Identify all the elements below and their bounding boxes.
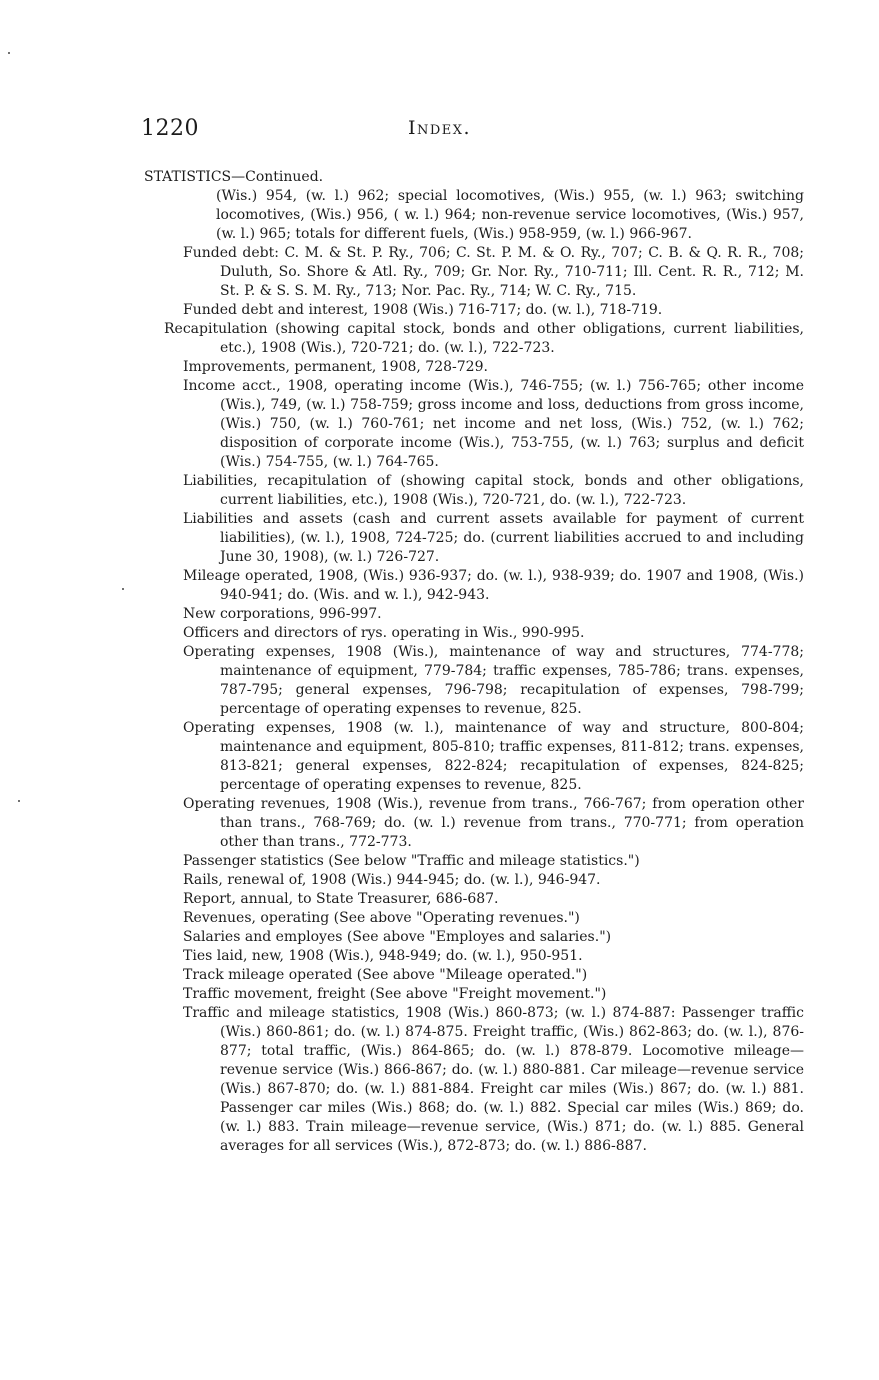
index-entry-passenger-statistics: Passenger statistics (See below "Traffic and mileage statistics.")	[183, 853, 640, 869]
index-continuation: (Wis.) 954, (w. l.) 962; special locomotives, (Wis.) 955, (w. l.) 963; switching locomotives, (Wis.) 956, ( w. l.) 964; non-revenue service locomotives, (Wis.) 957, (w. l.) 965; totals for different fuels, (Wis.) 958-959, (w. l.) 966-967.	[216, 188, 804, 242]
index-entry-revenues-operating: Revenues, operating (See above "Operating revenues.")	[183, 910, 580, 926]
index-entry-ties-laid: Ties laid, new, 1908 (Wis.), 948-949; do. (w. l.), 950-951.	[183, 948, 583, 964]
index-entry-income-acct: Income acct., 1908, operating income (Wis.), 746-755; (w. l.) 756-765; other income (Wis.), 749, (w. l.) 758-759; gross income and loss, deductions from gross income, (Wis.) 750, (w. l.) 760-761; net income and net loss, (Wis.) 752, (w. l.) 762; disposition of corporate income (Wis.), 753-755, (w. l.) 763; surplus and deficit (Wis.) 754-755, (w. l.) 764-765.	[183, 378, 804, 470]
scan-speck	[18, 800, 20, 802]
index-subentry-recapitulation: Recapitulation (showing capital stock, bonds and other obligations, current liabilities, etc.), 1908 (Wis.), 720-721; do. (w. l.), 722-723.	[164, 321, 804, 356]
index-entry-traffic-mileage-statistics: Traffic and mileage statistics, 1908 (Wis.) 860-873; (w. l.) 874-887: Passenger traffic (Wis.) 860-861; do. (w. l.) 874-875. Freight traffic, (Wis.) 862-863; do. (w. l.), 876-877; total traffic, (Wis.) 864-865; do. (w. l.) 878-879. Locomotive mileage—revenue service (Wis.) 866-867; do. (w. l.) 880-881. Car mileage—revenue service (Wis.) 867-870; do. (w. l.) 881-884. Freight car miles (Wis.) 867; do. (w. l.) 881. Passenger car miles (Wis.) 868; do. (w. l.) 882. Special car miles (Wis.) 869; do. (w. l.) 883. Train mileage—revenue service, (Wis.) 871; do. (w. l.) 885. General averages for all services (Wis.), 872-873; do. (w. l.) 886-887.	[183, 1005, 804, 1154]
index-heading: STATISTICS—Continued.	[144, 169, 324, 185]
scan-speck	[8, 52, 10, 54]
index-entry-salaries-employes: Salaries and employes (See above "Employes and salaries.")	[183, 929, 612, 945]
index-entry-operating-revenues: Operating revenues, 1908 (Wis.), revenue from trans., 766-767; from operation other than trans., 768-769; do. (w. l.) revenue from trans., 770-771; from operation other than trans., 772-773.	[183, 796, 804, 850]
index-entry-operating-expenses-wis: Operating expenses, 1908 (Wis.), maintenance of way and structures, 774-778; maintenance of equipment, 779-784; traffic expenses, 785-786; trans. expenses, 787-795; general expenses, 796-798; recapitulation of expenses, 798-799; percentage of operating expenses to revenue, 825.	[183, 644, 804, 717]
index-entry-track-mileage: Track mileage operated (See above "Mileage operated.")	[183, 967, 588, 983]
index-entry-officers-directors: Officers and directors of rys. operating in Wis., 990-995.	[183, 625, 585, 641]
index-entry-liabilities-assets: Liabilities and assets (cash and current assets available for payment of current liabilities), (w. l.), 1908, 724-725; do. (current liabilities accrued to and including June 30, 1908), (w. l.) 726-727.	[183, 511, 804, 565]
index-entry-mileage-operated: Mileage operated, 1908, (Wis.) 936-937; do. (w. l.), 938-939; do. 1907 and 1908, (Wis.) 940-941; do. (Wis. and w. l.), 942-943.	[183, 568, 804, 603]
index-entry-improvements: Improvements, permanent, 1908, 728-729.	[183, 359, 488, 375]
index-entry-report-annual: Report, annual, to State Treasurer, 686-687.	[183, 891, 499, 907]
index-body	[144, 168, 804, 1156]
index-entry-funded-debt: Funded debt: C. M. & St. P. Ry., 706; C. St. P. M. & O. Ry., 707; C. B. & Q. R. R., 708; Duluth, So. Shore & Atl. Ry., 709; Gr. Nor. Ry., 710-711; Ill. Cent. R. R., 712; M. St. P. & S. S. M. Ry., 713; Nor. Pac. Ry., 714; W. C. Ry., 715.	[183, 245, 804, 299]
index-entry-funded-debt-interest: Funded debt and interest, 1908 (Wis.) 716-717; do. (w. l.), 718-719.	[183, 302, 663, 318]
index-entry-traffic-movement: Traffic movement, freight (See above "Freight movement.")	[183, 986, 607, 1002]
index-entry-new-corporations: New corporations, 996-997.	[183, 606, 382, 622]
scan-speck	[122, 588, 124, 590]
page-number: 1220	[141, 116, 199, 141]
index-entry-rails-renewal: Rails, renewal of, 1908 (Wis.) 944-945; do. (w. l.), 946-947.	[183, 872, 601, 888]
running-head: Index.	[407, 117, 472, 139]
index-entry-operating-expenses-wl: Operating expenses, 1908 (w. l.), maintenance of way and structure, 800-804; maintenance and equipment, 805-810; traffic expenses, 811-812; trans. expenses, 813-821; general expenses, 822-824; recapitulation of expenses, 824-825; percentage of operating expenses to revenue, 825.	[183, 720, 804, 793]
index-entry-liabilities: Liabilities, recapitulation of (showing capital stock, bonds and other obligations, current liabilities, etc.), 1908 (Wis.), 720-721, do. (w. l.), 722-723.	[183, 473, 804, 508]
